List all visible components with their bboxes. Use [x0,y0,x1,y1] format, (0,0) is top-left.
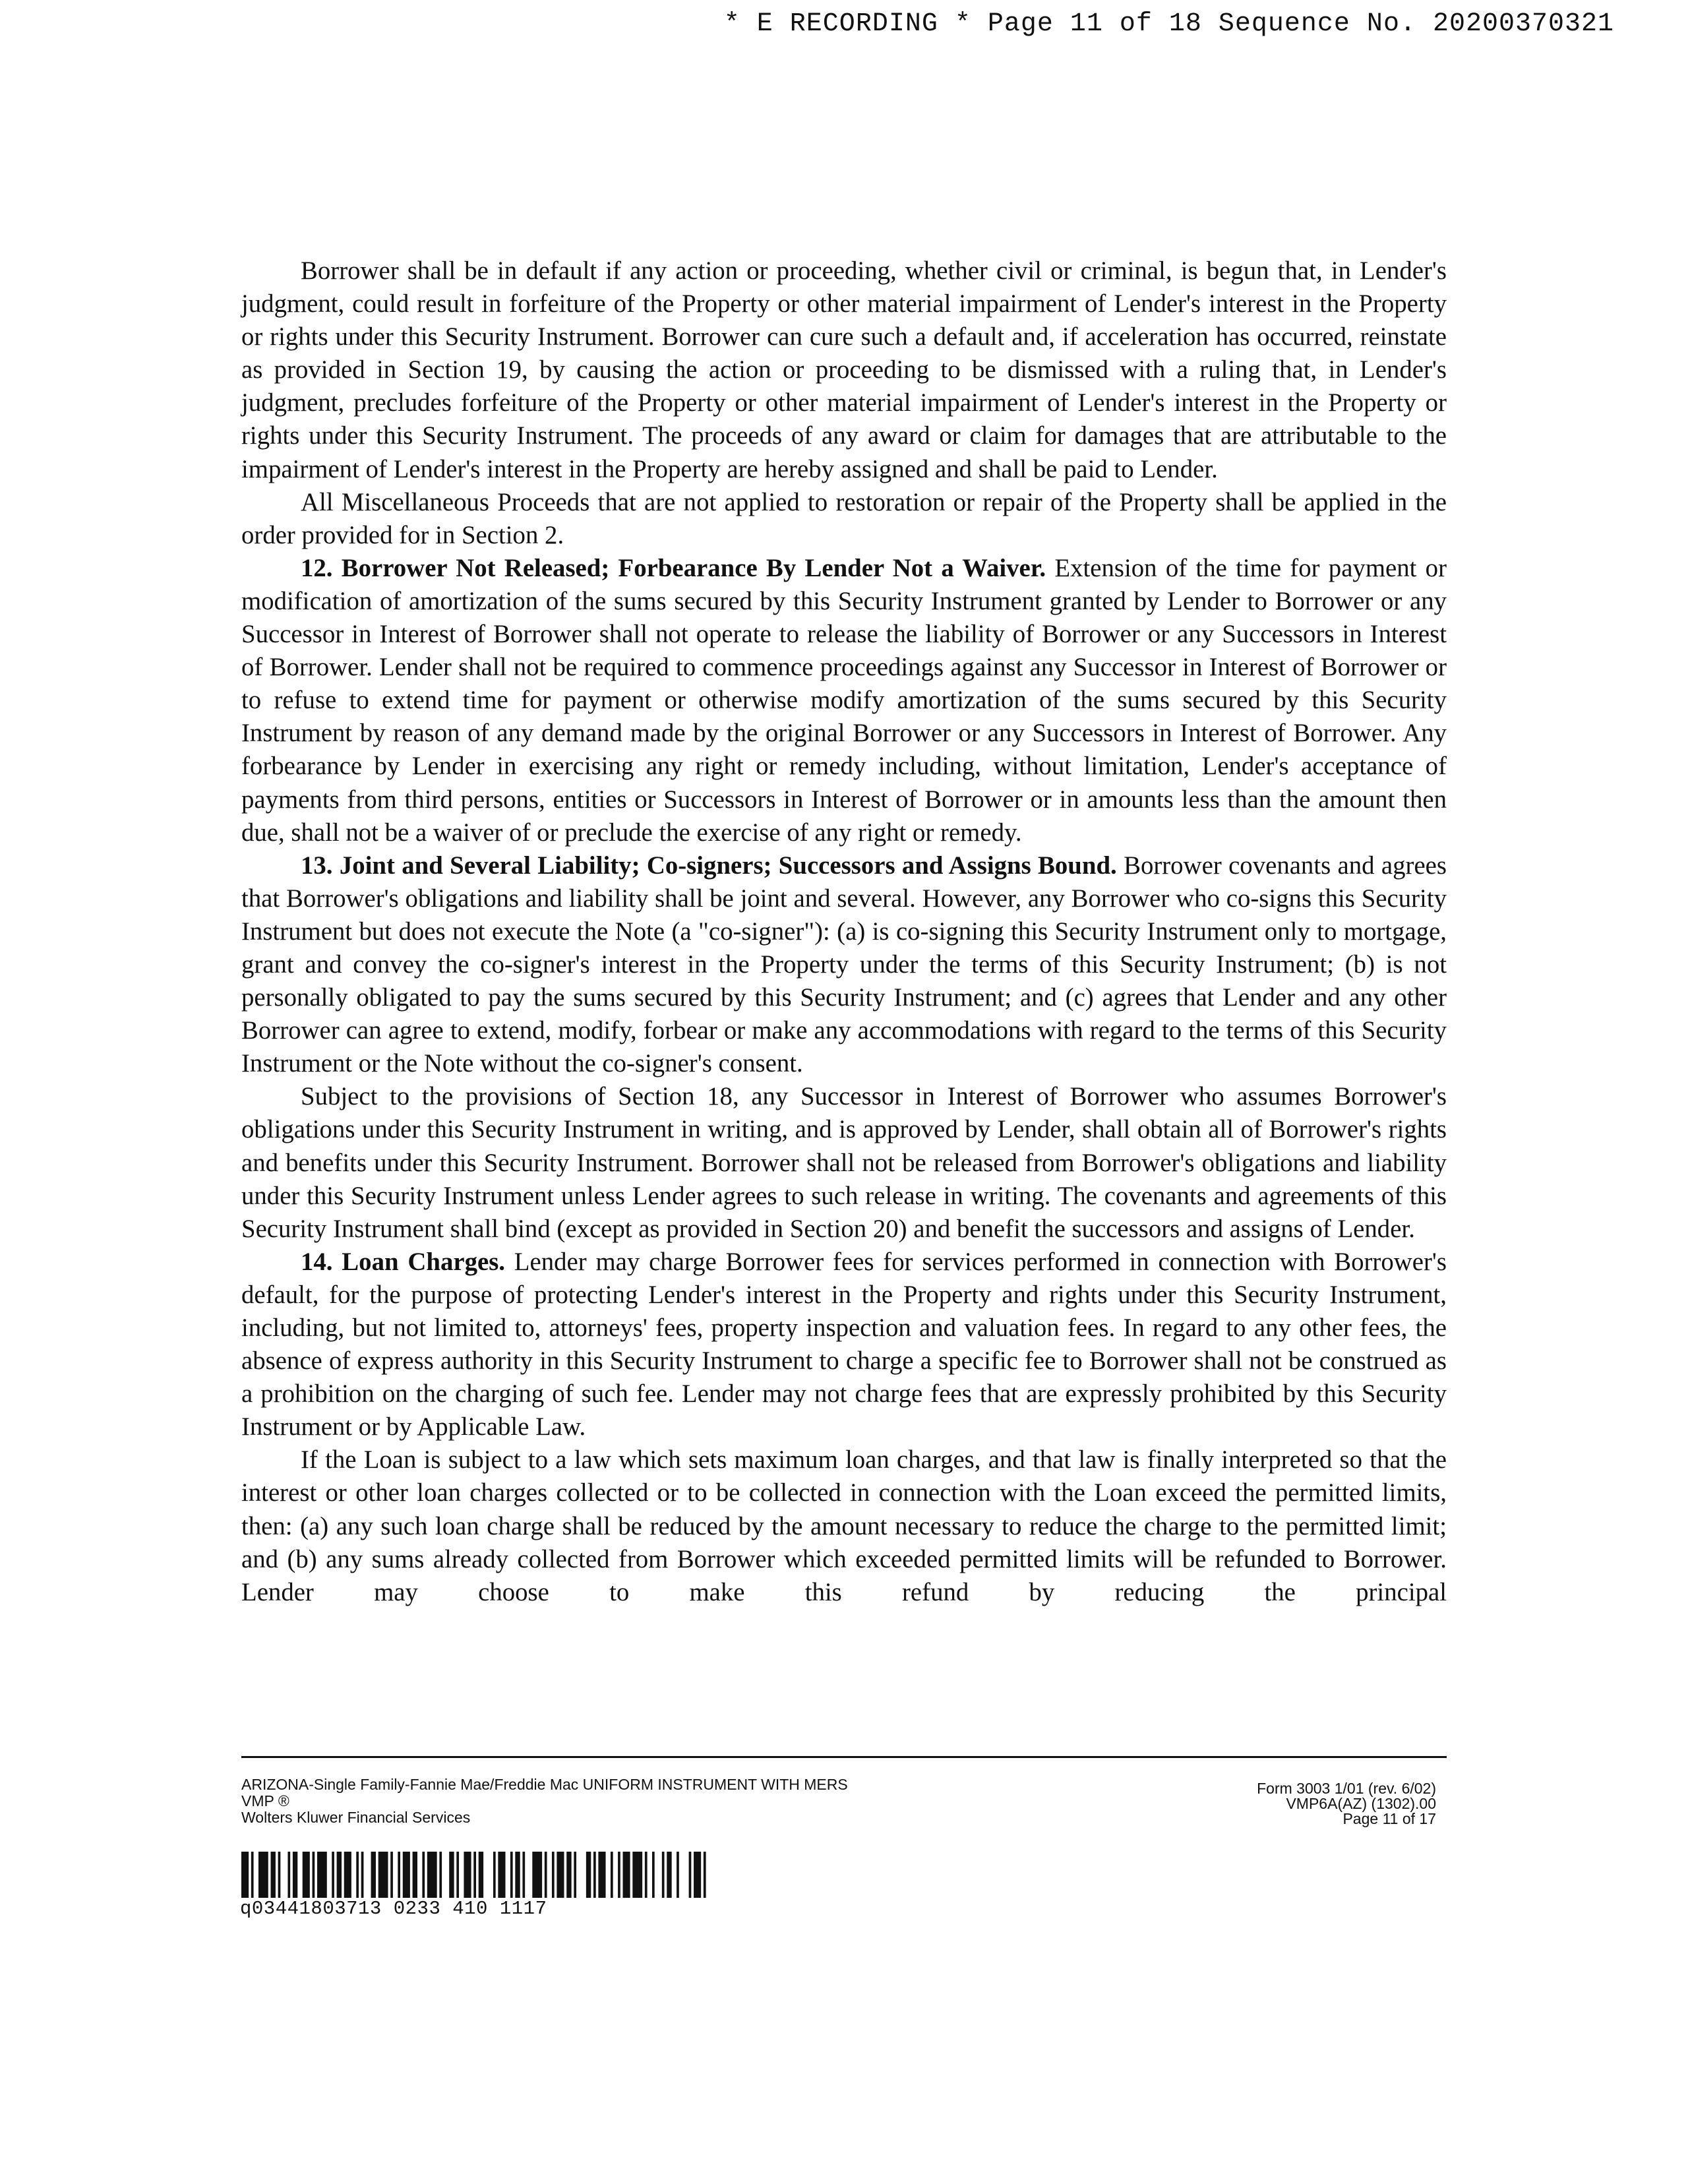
paragraph-text: Lender may charge Borrower fees for services performed in connection with Borrower's default, for the purpose of protecting Lender's interest in the Property and rights under this Security Instrument, including, but not limited to, attorneys' fees, property inspection and valuation fees. In regard to any other fees, the absence of express authority in this Security Instrument to charge a specific fee to Borrower shall not be construed as a prohibition on the charging of such fee. Lender may not charge fees that are expressly prohibited by this Security Instrument or by Applicable Law. [241,1247,1447,1441]
barcode-bar [522,1852,525,1898]
barcode-bar [493,1852,496,1898]
barcode-bar [598,1852,605,1898]
section-12 [241,552,1447,849]
publisher-name: Wolters Kluwer Financial Services [241,1809,471,1826]
barcode-bar [398,1852,400,1898]
paragraph-text: All Miscellaneous Proceeds that are not applied to restoration or repair of the Property shall be applied in the order provided for in Section 2. [241,487,1447,549]
barcode-bar [623,1852,630,1898]
barcode-bar [515,1852,520,1898]
footer-form-number [1257,1781,1436,1827]
barcode-bar [586,1852,591,1898]
barcode-bar [552,1852,555,1898]
barcode-bar [241,1852,249,1898]
paragraph-miscellaneous-proceeds [241,486,1447,552]
barcode-bar [293,1852,297,1898]
barcode-bar [545,1852,547,1898]
barcode-bar [422,1852,425,1898]
barcode-bar [413,1852,417,1898]
barcode-bar [390,1852,393,1898]
page-number: Page 11 of 17 [1342,1810,1436,1827]
barcode-bar [303,1852,310,1898]
form-number: Form 3003 1/01 (rev. 6/02) [1257,1780,1436,1797]
barcode-bar [632,1852,642,1898]
barcode-bar [618,1852,620,1898]
vmp-mark: VMP ® [241,1792,289,1809]
barcode-bar [479,1852,483,1898]
document-body [241,255,1447,1609]
barcode-bar [278,1852,281,1898]
section-heading: 14. Loan Charges. [301,1247,505,1276]
barcode-bar [652,1852,655,1898]
barcode-bar [378,1852,388,1898]
barcode-bar [287,1852,290,1898]
barcode-bar [464,1852,471,1898]
barcode-bar [677,1852,679,1898]
section-heading: 13. Joint and Several Liability; Co-signers; Successors and Assigns Bound. [301,851,1117,880]
barcode-bar [317,1852,327,1898]
barcode-bar [332,1852,334,1898]
barcode-digits: q03441803713 0233 410 1117 [240,1898,547,1920]
form-title: ARIZONA-Single Family-Fannie Mae/Freddie Mac UNIFORM INSTRUMENT WITH MERS [241,1776,848,1793]
barcode-bar [593,1852,596,1898]
paragraph-default-forfeiture [241,255,1447,486]
barcode-bar [667,1852,671,1898]
recording-header: * E RECORDING * Page 11 of 18 Sequence No. 20200370321 [723,9,1614,39]
barcode-bar [557,1852,564,1898]
paragraph-text: Borrower covenants and agrees that Borrower's obligations and liability shall be joint and several. However, any Borrower who co-signs this Security Instrument but does not execute the Note (a "co-signer"): (a) is co-signing this Security Instrument only to mortgage, grant and convey the co-signer's interest in the Property under the terms of this Security Instrument; (b) is not personally obligated to pay the sums secured by this Security Instrument; and (c) agrees that Lender and any other Borrower can agree to extend, modify, forbear or make any accommodations with regard to the terms of this Security Instrument or the Note without the co-signer's consent. [241,851,1447,1078]
barcode-bar [337,1852,342,1898]
barcode-bar [456,1852,459,1898]
barcode-bar [704,1852,706,1898]
barcode-bar [271,1852,276,1898]
barcode-bar [403,1852,410,1898]
barcode-bar [361,1852,364,1898]
barcode-bar [574,1852,576,1898]
barcode-bar [439,1852,442,1898]
section-13 [241,849,1447,1081]
barcode-bar [449,1852,454,1898]
section-heading: 12. Borrower Not Released; Forbearance By Lender Not a Waiver. [301,553,1046,582]
barcode-bar [689,1852,692,1898]
paragraph-maximum-loan-charges [241,1443,1447,1608]
barcode-bar [694,1852,701,1898]
barcode-bar [611,1852,613,1898]
barcode-bar [473,1852,476,1898]
paragraph-text: If the Loan is subject to a law which sets maximum loan charges, and that law is finally interpreted so that the interest or other loan charges collected or to be collected in connection with the Loan exceed the permitted limits, then: (a) any such loan charge shall be reduced by the amount necessary to reduce the charge to the permitted limit; and (b) any sums already collected from Borrower which exceeded permitted limits will be refunded to Borrower. Lender may choose to make this refund by reducing the principal [241,1445,1447,1606]
footer-form-info [241,1776,848,1826]
section-14 [241,1246,1447,1444]
footer-divider [241,1756,1447,1758]
paragraph-text: Borrower shall be in default if any action or proceeding, whether civil or criminal, is begun that, in Lender's judgment, could result in forfeiture of the Property or other material impairment of Lender's interest in the Property or rights under this Security Instrument. Borrower can cure such a default and, if acceleration has occurred, reinstate as provided in Section 19, by causing the action or proceeding to be dismissed with a ruling that, in Lender's judgment, precludes forfeiture of the Property or other material impairment of Lender's interest in the Property or rights under this Security Instrument. The proceeds of any award or claim for damages that are attributable to the impairment of Lender's interest in the Property are hereby assigned and shall be paid to Lender. [241,257,1447,483]
barcode-bar [566,1852,571,1898]
barcode-bar [662,1852,665,1898]
barcode [241,1852,711,1898]
paragraph-text: Subject to the provisions of Section 18, any Successor in Interest of Borrower who assumes Borrower's obligations under this Security Instrument in writing, and is approved by Lender, shall obtain all of Borrower's rights and benefits under this Security Instrument. Borrower shall not be released from Borrower's obligations and liability under this Security Instrument unless Lender agrees to such release in writing. The covenants and agreements of this Security Instrument shall bind (except as provided in Section 20) and benefit the successors and assigns of Lender. [241,1082,1447,1243]
barcode-bar [356,1852,359,1898]
barcode-bar [427,1852,437,1898]
vmp-code: VMP6A(AZ) (1302).00 [1286,1795,1436,1812]
barcode-bar [344,1852,351,1898]
paragraph-successors [241,1080,1447,1245]
paragraph-text: Extension of the time for payment or modification of amortization of the sums secured by this Security Instrument granted by Lender to Borrower or any Successor in Interest of Borrower shall not operate to release the liability of Borrower or any Successors in Interest of Borrower. Lender shall not be required to commence proceedings against any Successor in Interest of Borrower or to refuse to extend time for payment or otherwise modify amortization of the sums secured by this Security Instrument by reason of any demand made by the original Borrower or any Successors in Interest of Borrower. Any forbearance by Lender in exercising any right or remedy including, without limitation, Lender's acceptance of payments from third persons, entities or Successors in Interest of Borrower or in amounts less than the amount then due, shall not be a waiver of or preclude the exercise of any right or remedy. [241,553,1447,847]
barcode-bar [510,1852,513,1898]
barcode-bar [313,1852,315,1898]
barcode-bar [532,1852,542,1898]
barcode-bar [251,1852,254,1898]
barcode-bar [371,1852,376,1898]
barcode-bar [498,1852,505,1898]
barcode-bar [258,1852,268,1898]
barcode-bar [645,1852,648,1898]
